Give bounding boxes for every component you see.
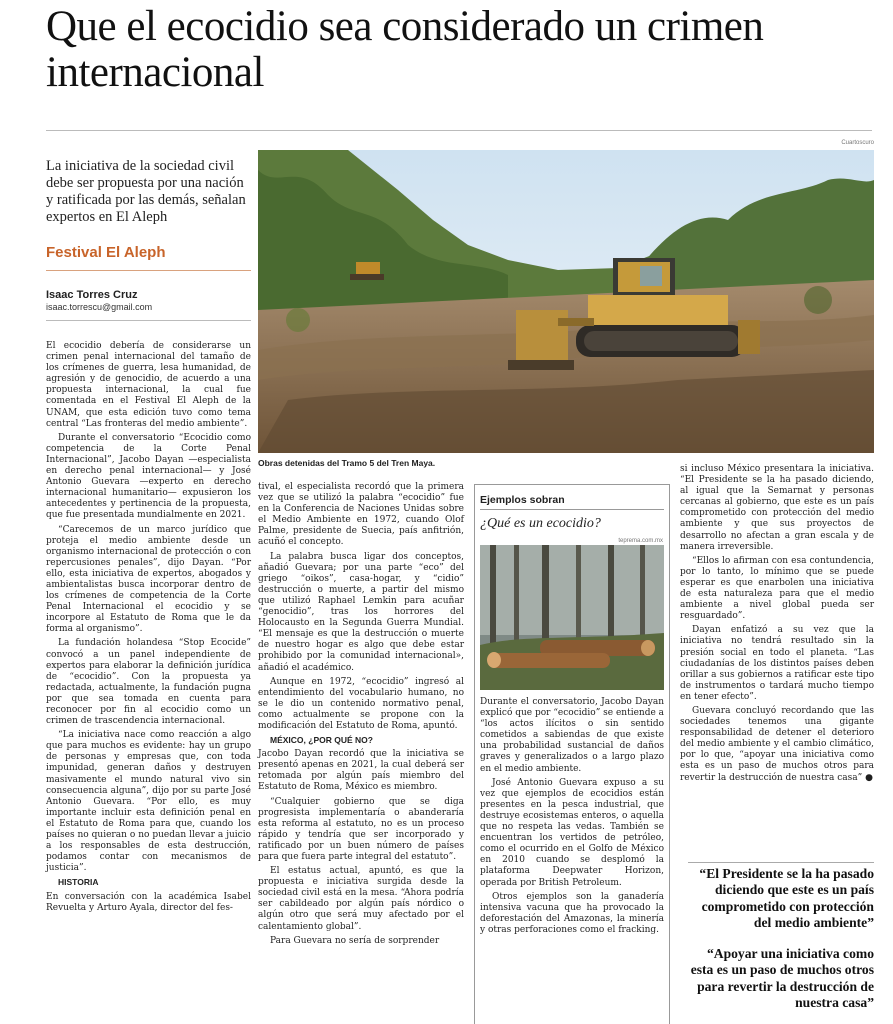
pullquote-2: “Apoyar una iniciativa como esta es un paso de muchos otros para revertir la destrucción de nuestra casa”: [690, 946, 874, 1011]
paragraph: Jacobo Dayan recordó que la iniciativa se presentó apenas en 2021, la cual deberá ser retomada por algún país miembro del Estatuto de Roma, México es miembro.: [258, 749, 464, 793]
paragraph: José Antonio Guevara expuso a su vez que ejemplos de ecocidios están presentes en la pesca industrial, que destruye ecosistemas enteros, o aquella que no respeta las vedas. También se encuentran los vertidos de petróleo, como el ocurrido en el Golfo de México en 2010 cuando se desplomó la plataforma Deepwater Horizon, operada por British Petroleum.: [480, 777, 664, 888]
paragraph: tival, el especialista recordó que la primera vez que se utilizó la palabra “ecocidio” fue en la Conferencia de Naciones Unidas sobre el Medio Ambiente en 1972, cuando Olof Palme, presidente de Suecia, país anfitrión, acuñó el concepto.: [258, 482, 464, 548]
section-label: Festival El Aleph: [46, 244, 166, 261]
subhead-historia: HISTORIA: [58, 877, 99, 888]
article-column-2: [258, 482, 464, 950]
section-divider: [46, 270, 251, 271]
pullquote-1: “El Presidente se la ha pasado diciendo que este es un país comprometido con protección del medio ambiente”: [699, 866, 874, 931]
paragraph: Para Guevara no sería de sorprender: [270, 935, 440, 946]
sidebar-divider: [480, 509, 664, 510]
subhead-mexico: MÉXICO, ¿POR QUÉ NO?: [270, 735, 373, 746]
main-photo: [258, 150, 874, 453]
sidebar-photo: [480, 545, 664, 690]
paragraph: “La iniciativa nace como reacción a algo que para muchos es evidente: hay un grupo de personas y empresas que, con toda impunidad, generan daños y destruyen masivamente el mundo natural vivo sin consecuencia alguna”, dijo por su parte José Antonio Guevara. “Por ello, es muy importante incluir esta definición penal en el Estatuto de Roma para que, cuando los países no quieran o no puedan llevar a juicio a los responsables de esta destrucción, podamos contar con mecanismos de justicia”.: [46, 730, 251, 874]
paragraph: El estatus actual, apuntó, es que la propuesta e iniciativa surgida desde la sociedad civil está en la mesa. “Ahora podría ser cabildeado por algún país nórdico o algún otro que será muy afectado por el calentamiento global”.: [258, 866, 464, 932]
article-column-1: [46, 341, 251, 917]
paragraph: “Ellos lo afirman con esa contundencia, por lo tanto, lo mínimo que se puede esperar es que enarbolen una iniciativa de esta naturaleza para que el medio ambiente a nivel global pueda ser resguardado”.: [680, 555, 874, 622]
paragraph: Durante el conversatorio “Ecocidio como competencia de la Corte Penal Internacional”, Jacobo Dayan —especialista en derecho penal internacional— y José Antonio Guevara —experto en derecho internacional humanitario— expusieron los antecedentes y pertinencia de la propuesta, que fue presentada mundialmente en 2021.: [46, 432, 251, 521]
headline: Que el ecocidio sea considerado un crimen internacional: [46, 3, 764, 96]
bulldozer-scene-image: [258, 150, 874, 453]
author-name: Isaac Torres Cruz: [46, 289, 138, 301]
closing-paragraph-text: Guevara concluyó recordando que las sociedades tenemos una gigante responsabilidad de detener el deterioro del medio ambiente y el cambio climático, por lo que, “apoyar una iniciativa como esta es un paso de muchos otros para revertir la destrucción de nuestra casa”: [680, 705, 874, 783]
sidebar-question: ¿Qué es un ecocidio?: [480, 516, 601, 531]
felled-logs-image: [480, 545, 664, 690]
paragraph: “Cualquier gobierno que se diga progresista implementaría o abanderaría esta reforma al estatuto, no es un proceso rápido y tendría que ser incorporado y ratificado por un buen número de países para que fuera parte integral del estatuto”.: [258, 796, 464, 862]
author-email: isaac.torrescu@gmail.com: [46, 302, 153, 312]
paragraph: El ecocidio debería de considerarse un crimen penal internacional del tamaño de los crímenes de guerra, lesa humanidad, de agresión y de genocidio, de acuerdo a una propuesta internacional, la cual fue comentada en el Festival El Aleph de la UNAM, que esta edición tuvo como tema central “Las fronteras del medio ambiente”.: [46, 341, 251, 429]
sidebar-text: [480, 697, 664, 939]
pullquote-divider: [688, 862, 874, 863]
article-column-4: [680, 464, 874, 787]
headline-divider: [46, 130, 872, 131]
paragraph: La fundación holandesa “Stop Ecocide” convocó a un panel independiente de expertos para elaborar la definición jurídica de “ecocidio”. Con la propuesta ya redactada, actualmente, la fundación pugna por que sea tomada en cuenta para reconocer por fin al ecocidio como un crimen de trascendencia internacional.: [46, 638, 251, 727]
byline-divider: [46, 320, 251, 321]
paragraph: “Carecemos de un marco jurídico que proteja el medio ambiente desde un organismo internacional de protección o con repercusiones penales”, dijo Dayan. “Por ello, esta iniciativa de expertos, abogados y ambientalistas busca incorporar dentro de los crímenes de competencia de la Corte Penal Internacional el ecocidio y se incorpore al Estatuto de Roma que le da forma al organismo”.: [46, 524, 251, 635]
sidebar-photo-credit: teprema.com.mx: [618, 538, 663, 544]
paragraph: La palabra busca ligar dos conceptos, añadió Guevara; por una parte “eco” del griego “oikos”, casa-hogar, y “cidio” destrucción o muerte, a partir del mismo que utilizó Raphael Lemkin para acuñar “genocidio”, tras los horrores del Holocausto en la Segunda Guerra Mundial. “El mensaje es que la destrucción o muerte de nuestro hogar es algo que debe estar prohibido por la comunidad internacional», añadió el académico.: [258, 551, 464, 673]
photo-caption: Obras detenidas del Tramo 5 del Tren Maya.: [258, 458, 436, 468]
paragraph: Aunque en 1972, “ecocidio” ingresó al entendimiento del vocabulario humano, no se le dio un contenido normativo penal, como actualmente se propone con la modificación del Estatuto de Roma, apuntó.: [258, 676, 464, 731]
paragraph: En conversación con la académica Isabel Revuelta y Arturo Ayala, director del fes-: [46, 891, 251, 913]
paragraph: Otros ejemplos son la ganadería intensiva vacuna que ha provocado la deforestación del Amazonas, la minería y otras perforaciones como el fracking.: [480, 891, 664, 935]
paragraph: Durante el conversatorio, Jacobo Dayan explicó que por “ecocidio” se entiende a “los actos ilícitos o sin sentido cometidos a sabiendas de que existe una probabilidad sustancial de daños graves y generalizados o a largo plazo en el medio ambiente.: [480, 697, 665, 774]
paragraph: si incluso México presentara la iniciativa. “El Presidente se la ha pasado diciendo, al igual que la Semarnat y personas cercanas al gobierno, que este es un país comprometido con protección del medio ambiente y que sus proyectos de desarrollo no afectan a gran escala y de manera irreversible.: [680, 464, 874, 552]
paragraph: [680, 706, 874, 784]
deck: La iniciativa de la sociedad civil debe ser propuesta por una nación y ratificada por las demás, señalan expertos en El Aleph: [46, 158, 246, 225]
photo-credit: Cuartoscuro: [841, 140, 874, 146]
paragraph: Dayan enfatizó a su vez que la iniciativa no tendrá resultado sin la presión social en todo el planeta. “Las ciudadanías de los distintos países deben orillar a sus gobiernos a ratificar este tipo de instrumentos o tardará mucho tiempo en tener efecto”.: [680, 625, 874, 702]
sidebar-title: Ejemplos sobran: [480, 494, 565, 506]
end-mark: ●: [865, 772, 873, 783]
